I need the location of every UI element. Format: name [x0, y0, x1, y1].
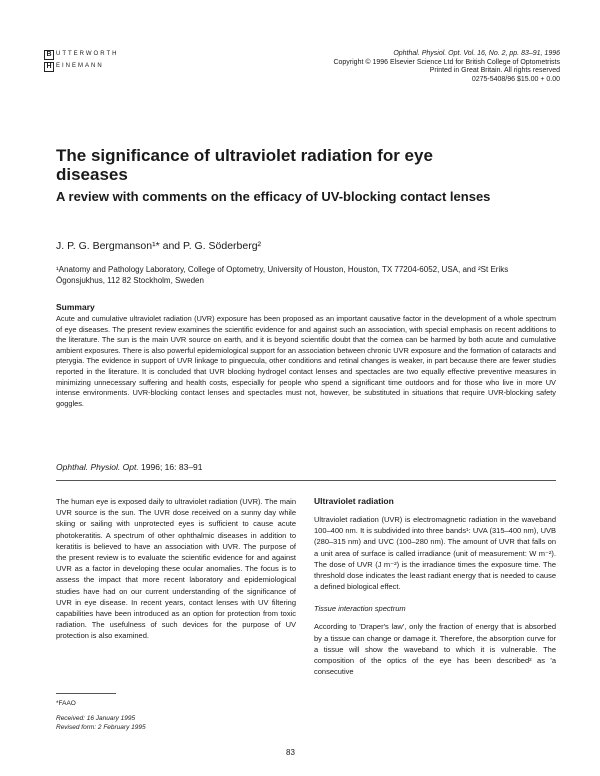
subsection-heading: Tissue interaction spectrum [314, 604, 406, 614]
article-subtitle: A review with comments on the efficacy of UV-blocking contact lenses [56, 189, 491, 204]
authors: J. P. G. Bergmanson¹* and P. G. Söderberg² [56, 240, 262, 252]
summary-text: Acute and cumulative ultraviolet radiation (UVR) exposure has been proposed as an important causative factor in the development of a whole spectrum of eye diseases. The present review examines the scientific evidence for and against such an association, with special emphasis on recent additions to the literature. The sun is the main UVR source on earth, and it is beyond scientific doubt that the cornea can be harmed by both acute and cumulative ambient exposures. There is also powerful epidemiological support for an association between chronic UVR exposure and the formation of cataracts and pterygia. The evidence in support of UVR linkage to pinguecula, other conditions and retinal changes is weaker, in part because there are fewer studies reported in the literature. It is concluded that UVR blocking hydrogel contact lenses and spectacles are two equally effective preventive measures in minimizing unnecessary suffering and health costs, especially for people who spend a significant time outdoors and for those who live in more UV intense environments. UVR-blocking contact lenses and spectacles must not, however, be substituted in situations that require UVR-blocking safety goggles. [56, 314, 556, 408]
journal-citation: Ophthal. Physiol. Opt. Vol. 16, No. 2, pp. 83–91, 1996 [393, 50, 560, 57]
logo-line2: EINEMANN [56, 63, 104, 69]
citation-rest: 1996; 16: 83–91 [138, 462, 203, 472]
footnote-rule [56, 693, 116, 694]
divider [56, 480, 556, 481]
section-heading: Ultraviolet radiation [314, 496, 394, 506]
footnote: *FAAO [56, 700, 76, 707]
journal-printed: Printed in Great Britain. All rights reserved [429, 67, 560, 74]
journal-info [290, 50, 560, 84]
uvr-paragraph: Ultraviolet radiation (UVR) is electromagnetic radiation in the waveband 100–400 nm. It is subdivided into three bands¹: UVA (315–400 nm), UVB (280–315 nm) and UVC (100–280 nm). The amount of UVR that falls on a unit area of surface is called irradiance (unit of measurement: W m⁻²). The dose of UVR (J m⁻²) is the irradiance times the exposure time. The threshold dose indicates the least radiant energy that is needed to cause a defined biological effect. [314, 515, 556, 592]
tissue-paragraph: According to 'Draper's law', only the fraction of energy that is absorbed by a tissue can change or damage it. Therefore, the absorption curve for a tissue will show the waveband to which it is vulnerable. The composition of the optics of the eye has been described² as 'a consecutive [314, 622, 556, 677]
page-number: 83 [286, 748, 295, 757]
revised-date: Revised form: 2 February 1995 [56, 724, 146, 731]
citation-line [56, 462, 203, 472]
journal-copyright: Copyright © 1996 Elsevier Science Ltd for British College of Optometrists [333, 58, 560, 66]
logo-line1: UTTERWORTH [56, 51, 119, 57]
summary-heading: Summary [56, 302, 95, 312]
received-dates [56, 714, 146, 732]
logo-b-box: B [44, 50, 54, 60]
journal-issn: 0275-5408/96 $15.00 + 0.00 [471, 75, 560, 83]
intro-text: The human eye is exposed daily to ultraviolet radiation (UVR). The main UVR source is the sun. The UVR dose received on a sunny day while skiing or sailing with unprotected eyes is sufficient to cause acute photokeratitis. A spectrum of other ophthalmic diseases in addition to keratitis is believed to have an association with UVR. The purpose of the present review is to evaluate the scientific evidence for and against UVR as a factor in developing these ocular anomalies. The focus is to assess the impact that more recent laboratory and epidemiological studies have had on our current understanding of the significance of UVR in eye disease. In recent years, contact lenses with UV filtering capabilities have been introduced as an option for protection from toxic radiation. The usefulness of such devices for the purpose of UV protection is also examined. [56, 497, 296, 641]
article-title: The significance of ultraviolet radiation for eye diseases [56, 146, 433, 184]
citation-journal: Ophthal. Physiol. Opt. [56, 462, 139, 472]
affiliation: ¹Anatomy and Pathology Laboratory, College of Optometry, University of Houston, Houston, TX 77204-6052, USA, and ²St Eriks Ögonsjukhus, 112 82 Stockholm, Sweden [56, 265, 509, 285]
logo-h-box: H [44, 62, 54, 72]
right-column [314, 496, 556, 677]
received-date: Received: 16 January 1995 [56, 715, 136, 722]
publisher-logo [44, 50, 140, 74]
